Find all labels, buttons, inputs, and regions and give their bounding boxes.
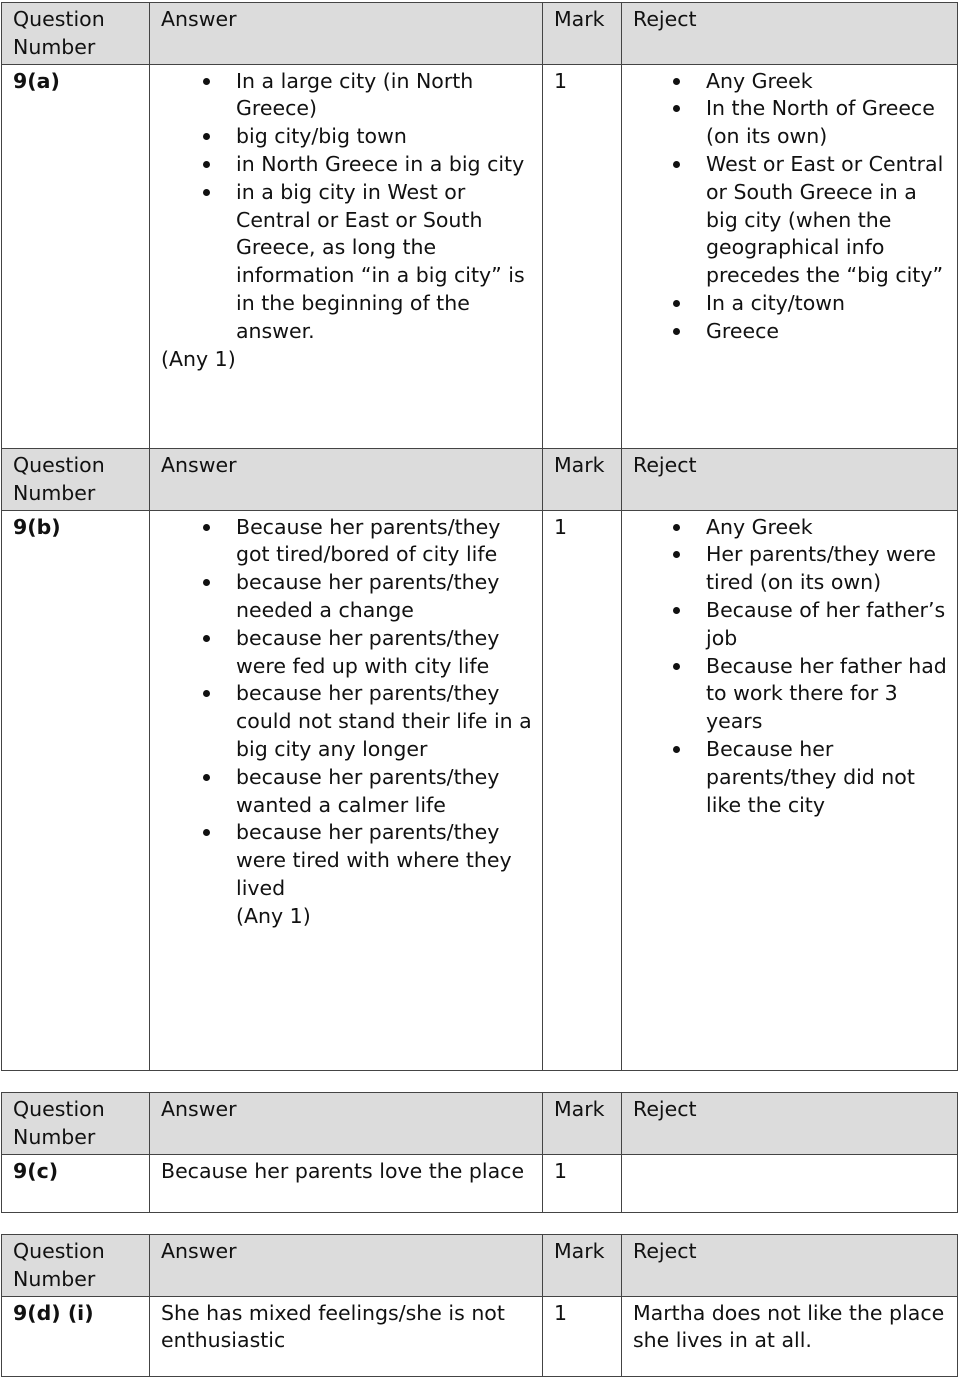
answer-cell: Because her parents love the place	[150, 1154, 543, 1212]
reject-cell	[622, 510, 958, 1070]
reject-list	[633, 68, 949, 346]
list-item: because her parents/they were fed up with city life	[236, 625, 534, 681]
question-row-9b	[2, 510, 958, 1070]
list-item: In a city/town	[706, 290, 949, 318]
table-header-row	[2, 3, 958, 65]
table-header-row	[2, 449, 958, 511]
mark-scheme-table-9c	[1, 1092, 958, 1213]
answer-list	[161, 514, 534, 903]
table-header-row	[2, 1235, 958, 1297]
any-note: (Any 1)	[161, 346, 236, 371]
list-item: in a big city in West or Central or East or South Greece, as long the information “in a big city” is in the beginning of the answer.	[236, 179, 534, 346]
mark-scheme-table-9a	[1, 2, 958, 457]
list-item: Greece	[706, 318, 949, 346]
header-answer: Answer	[150, 1235, 543, 1297]
question-number: 9(c)	[2, 1154, 150, 1212]
reject-cell: Martha does not like the place she lives in at all.	[622, 1296, 958, 1376]
list-item: because her parents/they needed a change	[236, 569, 534, 625]
header-reject: Reject	[622, 3, 958, 65]
list-item: In the North of Greece (on its own)	[706, 95, 949, 151]
list-item: Because her parents/they got tired/bored of city life	[236, 514, 534, 570]
header-question-number: Question Number	[2, 1093, 150, 1155]
header-mark: Mark	[543, 1093, 622, 1155]
answer-cell	[150, 64, 543, 456]
header-answer: Answer	[150, 1093, 543, 1155]
list-item: big city/big town	[236, 123, 534, 151]
question-row-9c	[2, 1154, 958, 1212]
answer-list	[161, 68, 534, 346]
question-row-9di	[2, 1296, 958, 1376]
header-question-number: Question Number	[2, 449, 150, 511]
answer-cell: She has mixed feelings/she is not enthusiastic	[150, 1296, 543, 1376]
list-item: West or East or Central or South Greece in a big city (when the geographical info precedes the “big city”	[706, 151, 949, 290]
list-item: because her parents/they were tired with where they lived	[236, 819, 534, 902]
question-number: 9(d) (i)	[2, 1296, 150, 1376]
mark-value: 1	[543, 1154, 622, 1212]
question-row-9a	[2, 64, 958, 456]
list-item: in North Greece in a big city	[236, 151, 534, 179]
header-answer: Answer	[150, 3, 543, 65]
reject-cell	[622, 1154, 958, 1212]
header-mark: Mark	[543, 3, 622, 65]
mark-value: 1	[543, 64, 622, 456]
list-item: In a large city (in North Greece)	[236, 68, 534, 124]
list-item: Because of her father’s job	[706, 597, 949, 653]
header-reject: Reject	[622, 1093, 958, 1155]
header-reject: Reject	[622, 449, 958, 511]
header-mark: Mark	[543, 449, 622, 511]
header-question-number: Question Number	[2, 1235, 150, 1297]
header-reject: Reject	[622, 1235, 958, 1297]
mark-value: 1	[543, 510, 622, 1070]
list-item: Her parents/they were tired (on its own)	[706, 541, 949, 597]
list-item: Because her parents/they did not like the city	[706, 736, 949, 819]
list-item: Any Greek	[706, 514, 949, 542]
mark-scheme-table-9b	[1, 448, 958, 1071]
question-number: 9(a)	[2, 64, 150, 456]
list-item: because her parents/they wanted a calmer life	[236, 764, 534, 820]
answer-cell	[150, 510, 543, 1070]
question-number: 9(b)	[2, 510, 150, 1070]
reject-cell	[622, 64, 958, 456]
list-item: Any Greek	[706, 68, 949, 96]
list-item: because her parents/they could not stand their life in a big city any longer	[236, 680, 534, 763]
header-answer: Answer	[150, 449, 543, 511]
mark-value: 1	[543, 1296, 622, 1376]
mark-scheme-table-9di	[1, 1234, 958, 1377]
any-note: (Any 1)	[236, 903, 311, 928]
reject-list	[633, 514, 949, 820]
header-question-number: Question Number	[2, 3, 150, 65]
table-header-row	[2, 1093, 958, 1155]
header-mark: Mark	[543, 1235, 622, 1297]
list-item: Because her father had to work there for 3 years	[706, 653, 949, 736]
